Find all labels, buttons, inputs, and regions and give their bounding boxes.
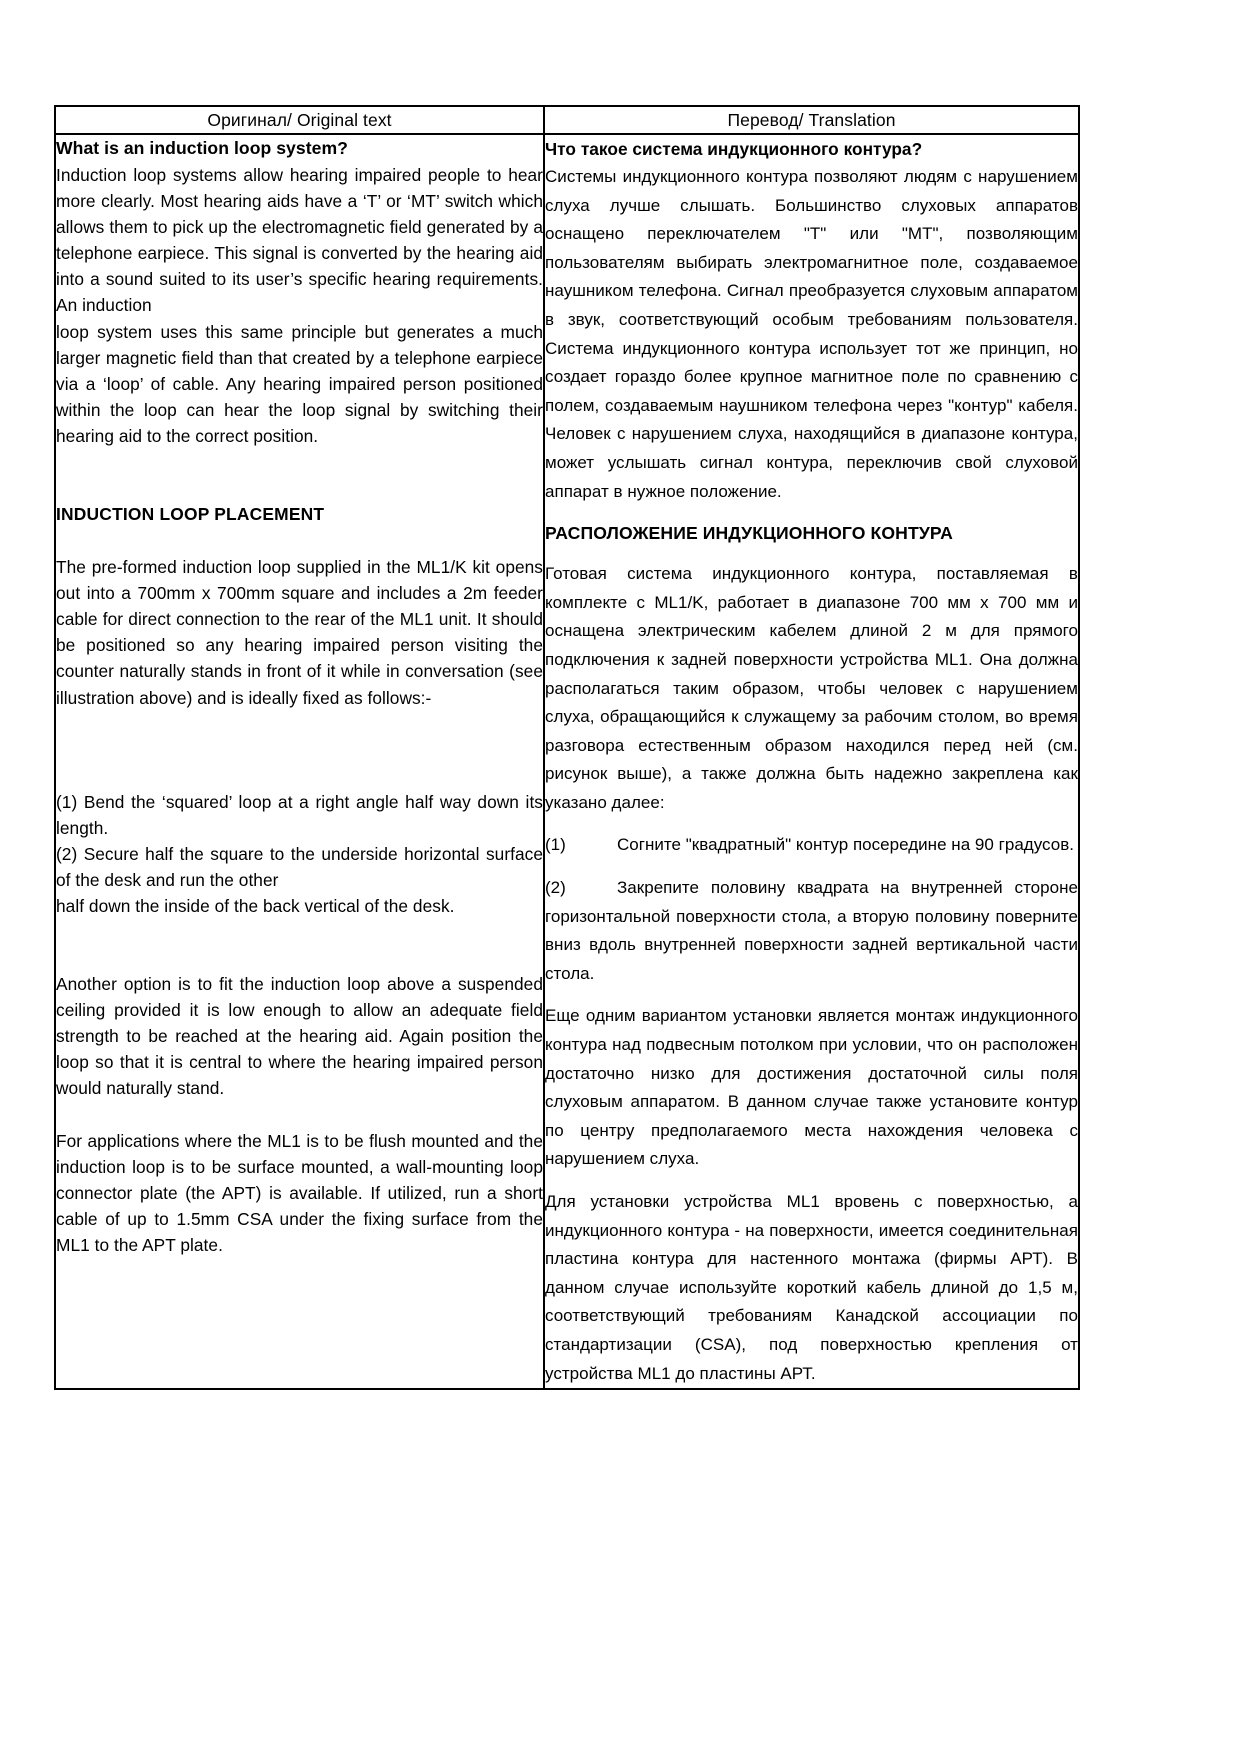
- spacer-before-translation-paragraph-3: [545, 988, 1078, 1002]
- spacer-after-placement-heading: [56, 528, 543, 554]
- translation-heading-what-is-induction-loop: Что такое система индукционного контура?: [545, 139, 923, 159]
- original-paragraph-4: For applications where the ML1 is to be flush mounted and the induction loop is to be surface mounted, a wall-mounting loop connector plate (the APT) is available. If utilized, run a short cable of up to 1.5mm CSA under the fixing surface from the ML1 to the APT plate.: [56, 1130, 543, 1255]
- translation-list-item-2-number: (2): [545, 878, 566, 898]
- translation-list-item-1: [545, 831, 1078, 860]
- translation-list-item-1-text: Согните "квадратный" контур посередине на 90 градусов.: [617, 835, 1075, 855]
- original-paragraph-3: Another option is to fit the induction loop above a suspended ceiling provided it is low enough to allow an adequate field strength to be reached at the hearing aid. Again position the loop so that it is central to where the hearing impaired person would naturally stand.: [56, 974, 543, 1099]
- translation-paragraph-1: Системы индукционного контура позволяют людям с нарушением слуха лучше слышать. Большинство слуховых аппаратов оснащено переключателем "Т" или "МТ", позволяющим пользователям выбирать электромагнитное поле, создаваемое наушником телефона. Сигнал преобразуется слуховым аппаратом в звук, соответствующий особым требованиям пользователя. Система индукционного контура использует тот же принцип, но создает гораздо более крупное магнитное поле по сравнению с полем, создаваемым наушником телефона через "контур" кабеля. Человек с нарушением слуха, находящийся в диапазоне контура, может услышать сигнал контура, переключив свой слуховой аппарат в нужное положение.: [545, 167, 1078, 501]
- spacer-before-list: [56, 711, 543, 789]
- spacer-before-another-option: [56, 919, 543, 971]
- table-header-row: [55, 106, 1079, 134]
- spacer-after-intro: [56, 449, 543, 501]
- original-heading-what-is-induction-loop: What is an induction loop system?: [56, 138, 348, 158]
- column-header-original: Оригинал/ Original text: [55, 106, 544, 134]
- translation-paragraph-4: Для установки устройства ML1 вровень с поверхностью, а индукционного контура - на поверхности, имеется соединительная пластина контура для настенного монтажа (фирмы АРТ). В данном случае используйте короткий кабель длиной до 1,5 м, соответствующий требованиям Канадской ассоциации по стандартизации (CSA), под поверхностью крепления от устройства ML1 до пластины АРТ.: [545, 1192, 1078, 1383]
- original-heading-induction-loop-placement: INDUCTION LOOP PLACEMENT: [56, 504, 325, 525]
- translation-list-item-2: [545, 874, 1078, 988]
- translation-comparison-table: [54, 105, 1080, 1390]
- spacer-after-translation-placement-heading: [545, 550, 1078, 560]
- spacer-before-applications: [56, 1102, 543, 1128]
- original-list-item-1: (1) Bend the ‘squared’ loop at a right angle half way down its length.: [56, 791, 543, 838]
- spacer-after-translation-intro: [545, 506, 1078, 516]
- translation-paragraph-2: Готовая система индукционного контура, поставляемая в комплекте с ML1/K, работает в диапазоне 700 мм х 700 мм и оснащена электрическим кабелем длиной 2 м для прямого подключения к задней поверхности устройства ML1. Она должна располагаться таким образом, чтобы человек с нарушением слуха, обращающийся к служащему за рабочим столом, во время разговора естественным образом находился перед ней (см. рисунок выше), а также должна быть надежно закреплена как указано далее:: [545, 564, 1078, 812]
- spacer-between-translation-list-items: [545, 860, 1078, 874]
- translation-list-item-2-text: Закрепите половину квадрата на внутренней стороне горизонтальной поверхности стола, а вторую половину поверните вниз вдоль внутренней поверхности задней вертикальной части стола.: [545, 878, 1078, 983]
- translation-heading-placement: РАСПОЛОЖЕНИЕ ИНДУКЦИОННОГО КОНТУРА: [545, 523, 953, 544]
- original-list-item-2a: (2) Secure half the square to the underside horizontal surface of the desk and run the other: [56, 843, 543, 890]
- original-text-cell: [55, 134, 544, 1389]
- original-list-item-2b: half down the inside of the back vertical of the desk.: [56, 895, 455, 916]
- original-paragraph-2: The pre-formed induction loop supplied in the ML1/K kit opens out into a 700mm x 700mm square and includes a 2m feeder cable for direct connection to the rear of the ML1 unit. It should be positioned so any hearing impaired person visiting the counter naturally stands in front of it while in conversation (see illustration above) and is ideally fixed as follows:-: [56, 557, 543, 708]
- original-paragraph-1a: Induction loop systems allow hearing impaired people to hear more clearly. Most hearing aids have a ‘T’ or ‘MT’ switch which allows them to pick up the electromagnetic field generated by a telephone earpiece. This signal is converted by the hearing aid into a sound suited to its user’s specific hearing requirements. An induction: [56, 165, 543, 316]
- column-header-translation: Перевод/ Translation: [544, 106, 1079, 134]
- translation-paragraph-3: Еще одним вариантом установки является монтаж индукционного контура над подвесным потолком при условии, что он расположен достаточно низко для достижения достаточной силы поля слуховым аппаратом. В данном случае также установите контур по центру предполагаемого места нахождения человека с нарушением слуха.: [545, 1006, 1078, 1169]
- spacer-before-translation-list: [545, 817, 1078, 831]
- original-paragraph-1b: loop system uses this same principle but generates a much larger magnetic field than that created by a telephone earpiece via a ‘loop’ of cable. Any hearing impaired person positioned within the loop can hear the loop signal by switching their hearing aid to the correct position.: [56, 321, 543, 446]
- spacer-before-translation-paragraph-4: [545, 1174, 1078, 1188]
- translation-text-cell: [544, 134, 1079, 1389]
- translation-list-item-1-number: (1): [545, 835, 566, 855]
- table-body-row: [55, 134, 1079, 1389]
